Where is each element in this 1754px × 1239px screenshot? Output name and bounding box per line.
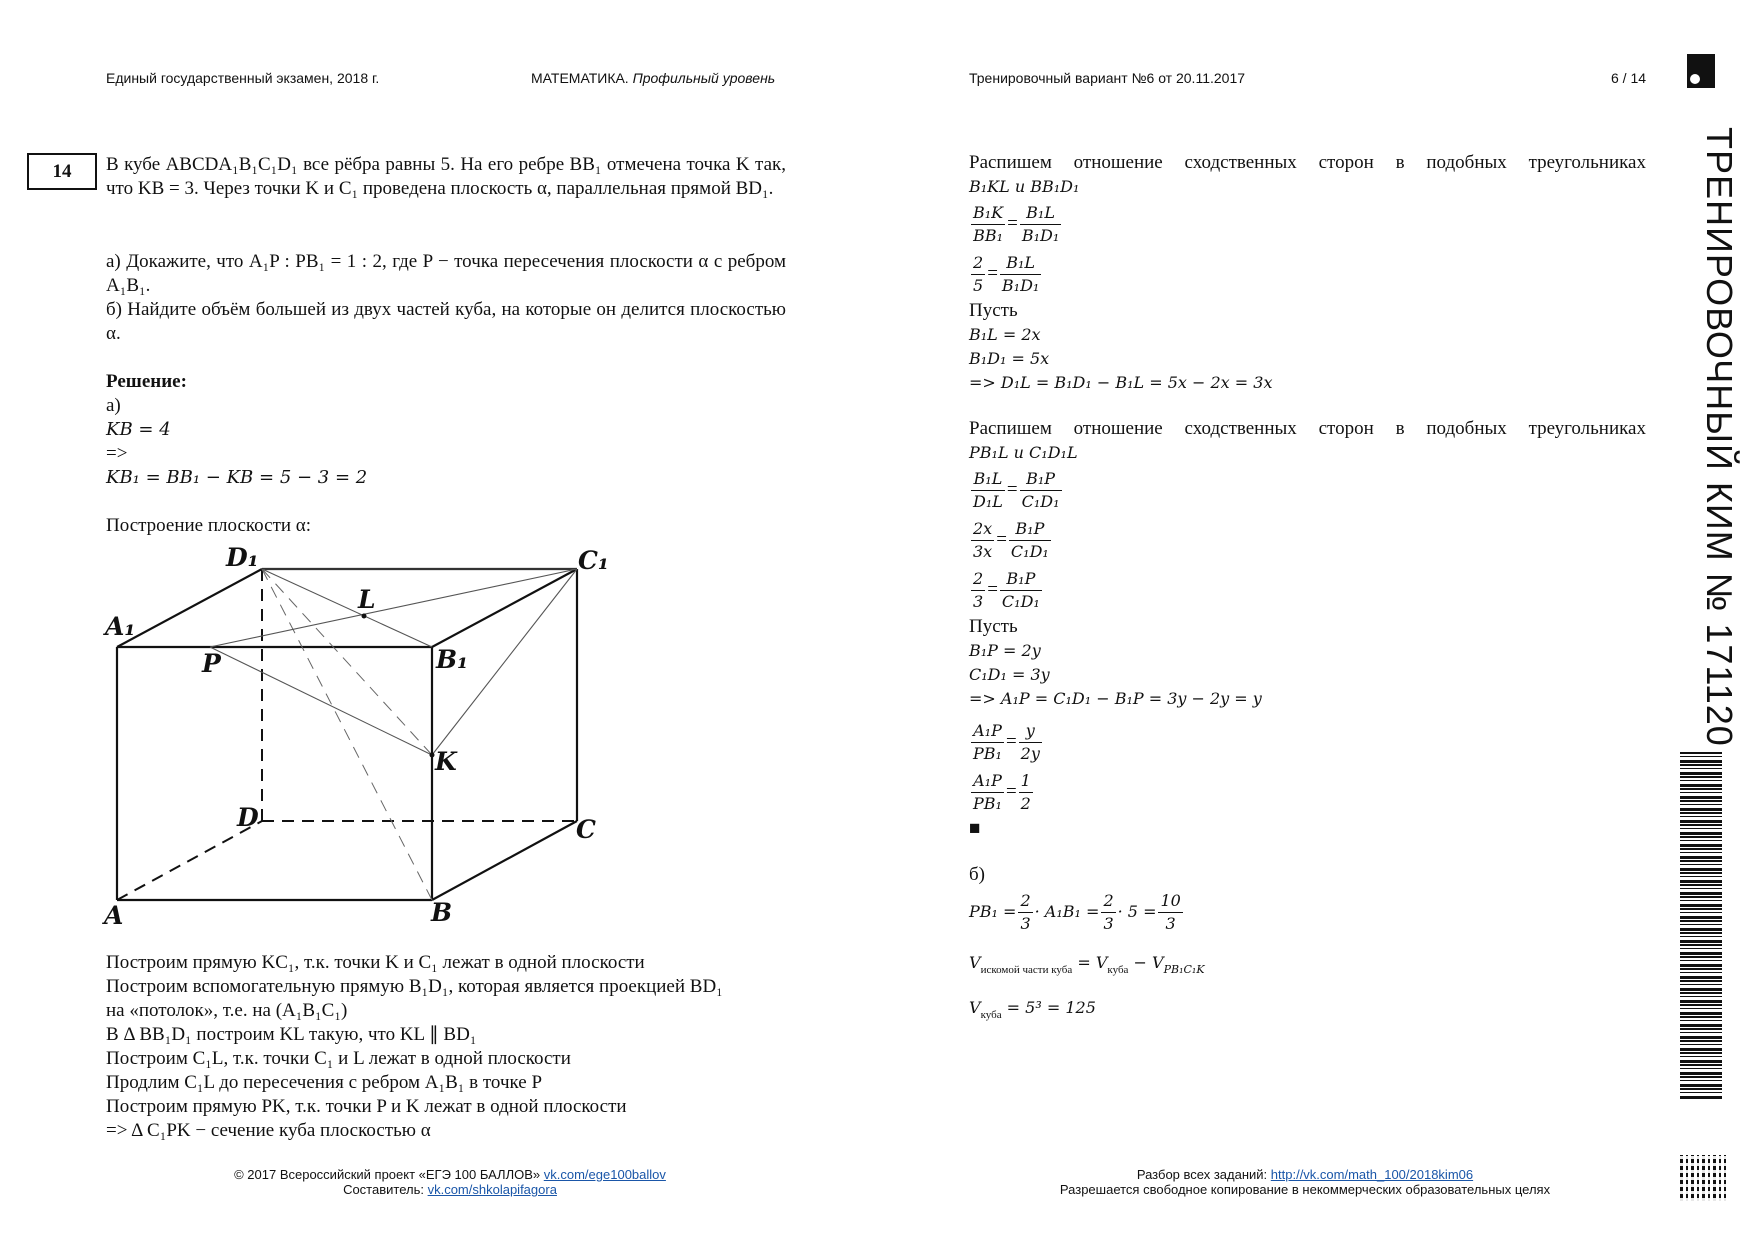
eq-a1p: => A₁P = C₁D₁ − B₁P = 3y − 2y = y xyxy=(969,689,1262,708)
header-subject-name: МАТЕМАТИКА. xyxy=(531,70,629,86)
cube-sub: куба xyxy=(980,1008,1002,1021)
ratio-1: $\frac{\text{B₁K}}{\text{BB₁}}$ = $\frac{\text{B₁L}}{\text{B₁D₁}}$ xyxy=(973,202,1060,245)
frac-den: PB₁ xyxy=(973,793,1002,813)
label-b: B xyxy=(431,898,453,927)
line-p-k xyxy=(210,647,432,755)
ratio-3: $\frac{\text{B₁L}}{\text{D₁L}}$ = $\frac{\text{B₁P}}{\text{C₁D₁}}$ xyxy=(973,468,1060,511)
eq-b1l: B₁L = 2x xyxy=(969,325,1041,344)
label-k: K xyxy=(435,747,457,776)
right-para2-triangles: PB₁L и C₁D₁L xyxy=(969,443,1078,462)
frac-den: 3 xyxy=(1103,913,1114,933)
eq-b1d1: B₁D₁ = 5x xyxy=(969,349,1050,368)
frac-den: 3x xyxy=(973,541,993,561)
side-title: ТРЕНИРОВОЧНЫЙ КИМ № 171120 xyxy=(1699,127,1740,747)
label-l: L xyxy=(358,585,376,614)
step-3: на «потолок», т.е. на (A₁B₁C₁) xyxy=(106,1000,348,1021)
frac-num: B₁P xyxy=(1009,518,1051,541)
frac-num: 1 xyxy=(1019,770,1033,793)
frac-num: A₁P xyxy=(971,770,1004,793)
footer-analysis-label: Разбор всех заданий: xyxy=(1136,1167,1268,1182)
vol-v: V xyxy=(969,953,981,972)
frac-den: 3 xyxy=(1165,913,1176,933)
vol-sub1: искомой части куба xyxy=(980,963,1073,976)
pb1-mid2: · 5 = xyxy=(1117,902,1157,921)
edge-a-d xyxy=(117,821,262,900)
frac-den: C₁D₁ xyxy=(1001,591,1040,611)
footer-link-analysis[interactable]: http://vk.com/math_100/2018kim06 xyxy=(1270,1167,1474,1182)
step-4: В Δ BB₁D₁ построим KL такую, что KL ∥ BD₁ xyxy=(106,1024,477,1045)
qr-code xyxy=(1680,1155,1726,1201)
frac-num: A₁P xyxy=(971,720,1004,743)
frac-den: BB₁ xyxy=(973,225,1004,245)
vol-mid: = V xyxy=(1072,953,1108,972)
cube-rest: = 5³ = 125 xyxy=(1001,997,1096,1017)
frac-num: B₁L xyxy=(971,468,1005,491)
footer-link-author[interactable]: vk.com/shkolapifagora xyxy=(427,1182,557,1197)
header-exam: Единый государственный экзамен, 2018 г. xyxy=(106,70,380,86)
edge-b-c xyxy=(432,821,577,900)
step-6: Продлим C₁L до пересечения с ребром A₁B₁ в точке P xyxy=(106,1072,543,1093)
frac-num: B₁P xyxy=(1000,568,1042,591)
problem-part-a: а) Докажите, что A₁P : PB₁ = 1 : 2, где P − точка пересечения плоскости α с ребром A₁B₁. xyxy=(106,251,786,296)
frac-den: 2 xyxy=(1020,793,1031,813)
ratio-5: $\frac{2}{3}$ = $\frac{\text{B₁P}}{\text{C₁D₁}}$ xyxy=(973,568,1040,611)
task-number: 14 xyxy=(27,153,97,190)
problem-statement: В кубе ABCDA₁B₁C₁D₁ все рёбра равны 5. На его ребре BB₁ отмечена точка K так, что KB = 3. Через точки K и C₁ проведена плоскость α, параллельная прямой BD₁. xyxy=(106,154,786,199)
qed-mark: ■ xyxy=(969,818,981,839)
footer-license: Разрешается свободное копирование в некоммерческих образовательных целях xyxy=(1059,1182,1551,1197)
solution-title: Решение: xyxy=(106,371,187,392)
pb1-lhs: PB₁ = xyxy=(969,902,1017,921)
label-a1: A₁ xyxy=(105,612,136,641)
solution-eq1: KB = 4 xyxy=(106,419,171,440)
line-k-l xyxy=(262,569,432,755)
right-para1-triangles: B₁KL и BB₁D₁ xyxy=(969,177,1080,196)
frac-num: 2 xyxy=(971,252,985,275)
ratio-6: $\frac{\text{A₁P}}{\text{PB₁}}$ = $\frac{y}{2y}$ xyxy=(973,720,1040,763)
frac-num: B₁L xyxy=(1000,252,1041,275)
label-d: D xyxy=(237,803,259,832)
frac-num: 2 xyxy=(1101,890,1115,913)
footer-copyright: © 2017 Всероссийский проект «ЕГЭ 100 БАЛЛОВ» xyxy=(234,1167,541,1182)
eq-d1l: => D₁L = B₁D₁ − B₁L = 5x − 2x = 3x xyxy=(969,373,1273,392)
line-c1-p xyxy=(210,569,577,647)
label-d1: D₁ xyxy=(226,543,259,572)
solution-a-label: а) xyxy=(106,395,121,416)
right-para2: Распишем отношение сходственных сторон в подобных треугольниках xyxy=(969,418,1646,439)
point-k xyxy=(430,753,435,758)
frac-num: 2 xyxy=(971,568,985,591)
barcode xyxy=(1680,752,1722,1100)
label-c1: C₁ xyxy=(578,546,609,575)
right-para1: Распишем отношение сходственных сторон в подобных треугольниках xyxy=(969,152,1646,173)
diagonal-b-d1 xyxy=(262,569,432,900)
vol-sub3: PB₁C₁K xyxy=(1163,962,1205,976)
ratio-4: $\frac{2x}{3x}$ = $\frac{\text{B₁P}}{\text{C₁D₁}}$ xyxy=(973,518,1049,561)
frac-den: 2y xyxy=(1020,743,1040,763)
step-7: Построим прямую PK, т.к. точки P и K лежат в одной плоскости xyxy=(106,1096,627,1117)
problem-part-b: б) Найдите объём большей из двух частей куба, на которые он делится плоскостью α. xyxy=(106,299,786,344)
vol-sub2: куба xyxy=(1107,963,1129,976)
footer-author-label: Составитель: xyxy=(343,1182,424,1197)
construction-title: Построение плоскости α: xyxy=(106,515,312,536)
solution-implies: => xyxy=(106,443,128,464)
step-8: => Δ C₁PK − сечение куба плоскостью α xyxy=(106,1120,431,1141)
cube-volume xyxy=(969,996,1646,1027)
step-5: Построим C₁L, т.к. точки C₁ и L лежат в одной плоскости xyxy=(106,1048,571,1069)
let-2: Пусть xyxy=(969,616,1018,637)
pb1-equation xyxy=(969,887,1646,937)
edge-a1-d1 xyxy=(117,569,262,647)
let-1: Пусть xyxy=(969,300,1018,321)
frac-den: 5 xyxy=(973,275,984,295)
edge-b1-c1 xyxy=(432,569,577,647)
ratio-7: $\frac{\text{A₁P}}{\text{PB₁}}$ = $\frac{1}{2}$ xyxy=(973,770,1031,813)
point-l xyxy=(362,614,367,619)
volume-equation xyxy=(969,951,1646,982)
vol-mid2: − V xyxy=(1128,953,1164,972)
header-variant: Тренировочный вариант №6 от 20.11.2017 xyxy=(969,70,1246,86)
step-1: Построим прямую KC₁, т.к. точки K и C₁ лежат в одной плоскости xyxy=(106,952,645,973)
header-level: Профильный уровень xyxy=(632,70,776,86)
footer-right xyxy=(1000,1167,1610,1197)
frac-den: B₁D₁ xyxy=(1001,275,1040,295)
part-b-label: б) xyxy=(969,864,985,885)
frac-num: 2 xyxy=(1018,890,1032,913)
label-c: C xyxy=(576,815,596,844)
eq-c1d1: C₁D₁ = 3y xyxy=(969,665,1050,684)
frac-num: 2x xyxy=(971,518,994,541)
frac-den: 3 xyxy=(1020,913,1031,933)
frac-num: B₁L xyxy=(1020,202,1061,225)
header-page: 6 / 14 xyxy=(1611,70,1647,86)
frac-den: B₁D₁ xyxy=(1021,225,1060,245)
frac-den: 3 xyxy=(973,591,984,611)
label-p: P xyxy=(202,649,221,678)
frac-num: B₁P xyxy=(1020,468,1062,491)
frac-den: C₁D₁ xyxy=(1021,491,1060,511)
ratio-2: $\frac{2}{5}$ = $\frac{\text{B₁L}}{\text{B₁D₁}}$ xyxy=(973,252,1040,295)
cube-v: V xyxy=(969,997,981,1017)
eq-b1p: B₁P = 2y xyxy=(969,641,1041,660)
step-2: Построим вспомогательную прямую B₁D₁, которая является проекцией BD₁ xyxy=(106,976,723,997)
footer-left xyxy=(160,1167,740,1197)
frac-num: y xyxy=(1019,720,1042,743)
right-column xyxy=(969,151,1646,1027)
label-a: A xyxy=(104,901,124,930)
label-b1: B₁ xyxy=(436,645,469,674)
footer-link-ege100[interactable]: vk.com/ege100ballov xyxy=(543,1167,666,1182)
frac-num: 10 xyxy=(1158,890,1182,913)
frac-den: D₁L xyxy=(973,491,1003,511)
pb1-mid1: · A₁B₁ = xyxy=(1034,902,1100,921)
frac-den: C₁D₁ xyxy=(1010,541,1049,561)
line-d1-b1 xyxy=(262,569,432,647)
solution-eq2: KB₁ = BB₁ − KB = 5 − 3 = 2 xyxy=(106,467,368,488)
frac-den: PB₁ xyxy=(973,743,1002,763)
construction-steps xyxy=(106,951,806,1143)
frac-num: B₁K xyxy=(971,202,1005,225)
